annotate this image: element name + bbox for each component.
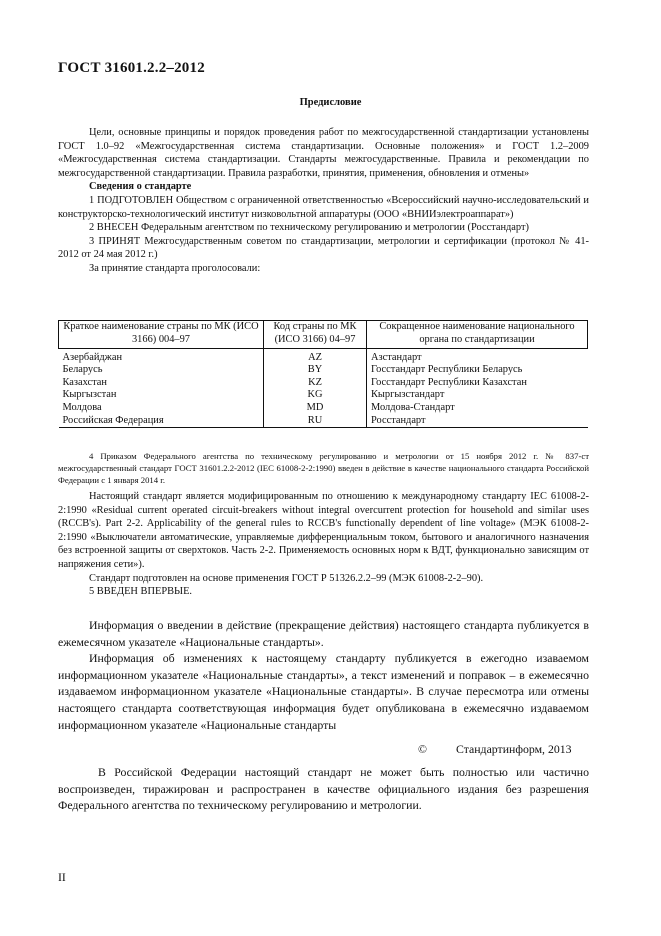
header-country-name: Краткое наименование страны по МК (ИСО 3166) 004–97 (59, 321, 264, 349)
foreword-text (58, 126, 589, 276)
table-row (59, 402, 588, 415)
item-introduced: 2 ВНЕСЕН Федеральным агентством по техническому регулированию и метрологии (Росстандарт) (89, 222, 529, 234)
header-national-body: Сокращенное наименование национального органа по стандартизации (367, 321, 588, 349)
body-cell: Росстандарт (367, 415, 588, 428)
foreword-intro: Цели, основные принципы и порядок проведения работ по межгосударственной стандартизации установлены ГОСТ 1.0–92 «Межгосударственная система стандартизации. Основные положения» и ГОСТ 1.2–2009 «Межгосударственная система стандартизации. Стандарты межгосударственные. Правила и рекомендации по межгосударственной стандартизации. Правила разработки, принятия, применения, обновления и отмены» (58, 127, 589, 179)
modification-block (58, 490, 589, 599)
table-row (59, 389, 588, 402)
country-cell: Азербайджан (62, 351, 123, 363)
notice-enactment: Информация о введении в действие (прекращение действия) настоящего стандарта публикуется в ежемесячном указателе «Национальные стандарты». (58, 618, 589, 649)
code-cell: AZ (264, 348, 367, 364)
country-cell: Молдова (62, 401, 102, 413)
body-cell: Госстандарт Республики Казахстан (371, 376, 527, 388)
notices-block (58, 617, 589, 733)
code-cell: KZ (264, 377, 367, 390)
modification-text: Настоящий стандарт является модифицированным по отношению к международному стандарту IEC 61008-2-2:1990 «Residual current operated circuit-breakers without integral overcurrent protection for household and similar uses (RCCB's). Part 2-2. Applicability of the general rules to RCCB's functionally dependent of line voltage» (МЭК 61008-2-2:1990 «Выключатели автоматические, управляемые дифференциальным током, бытового и аналогичного назначения без встроенной защиты от сверхтоков. Часть 2-2. Применяемость основных норм к ВДТ, функционально зависящим от напряжения сети»). (58, 491, 589, 570)
country-cell: Казахстан (62, 376, 107, 388)
header-country-code: Код страны по МК (ИСО 3166) 04–97 (264, 321, 367, 349)
info-title: Сведения о стандарте (89, 181, 192, 193)
item-prepared: 1 ПОДГОТОВЛЕН Обществом с ограниченной ответственностью «Всероссийский научно-исследовательский и конструкторско-технологический институт низковольтной аппаратуры (ООО «ВНИИэлектроаппарат») (58, 194, 589, 220)
votes-table-header-row (59, 321, 588, 349)
votes-table (58, 320, 588, 428)
country-cell: Российская Федерация (59, 415, 264, 428)
code-cell: MD (264, 402, 367, 415)
country-cell: Беларусь (62, 364, 103, 376)
copyright-holder: Стандартинформ, 2013 (456, 742, 572, 756)
vote-intro: За принятие стандарта проголосовали: (89, 262, 261, 274)
prepared-basis-text: Стандарт подготовлен на основе применения ГОСТ Р 51326.2.2–99 (МЭК 61008-2-2–90). (89, 572, 484, 584)
foreword-title: Предисловие (299, 97, 362, 108)
table-row (59, 364, 588, 377)
rights-text: В Российской Федерации настоящий стандарт не может быть полностью или частично воспроизведен, тиражирован и распространен в качестве официального издания без разрешения Федерального агентства по техническому регулированию и метрологии. (58, 765, 589, 813)
table-row (59, 415, 588, 428)
standard-code-header: ГОСТ 31601.2.2–2012 (58, 60, 205, 76)
item-adopted: 3 ПРИНЯТ Межгосударственным советом по стандартизации, метрологии и сертификации (протокол № 41-2012 от 24 мая 2012 г.) (58, 235, 589, 261)
item-first-introduced: 5 ВВЕДЕН ВПЕРВЫЕ. (89, 586, 193, 598)
page-number: II (58, 870, 66, 884)
body-cell: Кыргызстандарт (371, 389, 445, 401)
order-footnote (58, 450, 589, 486)
table-row (59, 377, 588, 390)
body-cell: Госстандарт Республики Беларусь (371, 364, 523, 376)
code-cell: KG (264, 389, 367, 402)
code-cell: BY (264, 364, 367, 377)
code-cell: RU (264, 415, 367, 428)
table-row (59, 348, 588, 364)
body-cell: Молдова-Стандарт (371, 401, 455, 413)
rights-block (58, 764, 589, 814)
item-order: 4 Приказом Федерального агентства по техническому регулированию и метрологии от 15 ноября 2012 г. № 837-ст межгосударственный стандарт ГОСТ 31601.2.2-2012 (IEC 61008-2-2:1990) введен в действие в качестве национального стандарта Российской Федерации с 1 января 2014 г. (58, 451, 589, 485)
notice-changes: Информация об изменениях к настоящему стандарту публикуется в ежегодно изаваемом информационном указателе «Национальные стандарты», а текст изменений и поправок – в ежемесячно издаваемом информационном указателе «Национальные стандарты». В случае пересмотра или отмены настоящего стандарта соответствующая информация будет опубликована в ежемесячно издаваемом информационном указателе «Национальные стандарты (58, 651, 589, 732)
copyright-symbol: © (418, 742, 427, 756)
country-cell: Кыргызстан (62, 389, 117, 401)
body-cell: Азстандарт (371, 351, 422, 363)
